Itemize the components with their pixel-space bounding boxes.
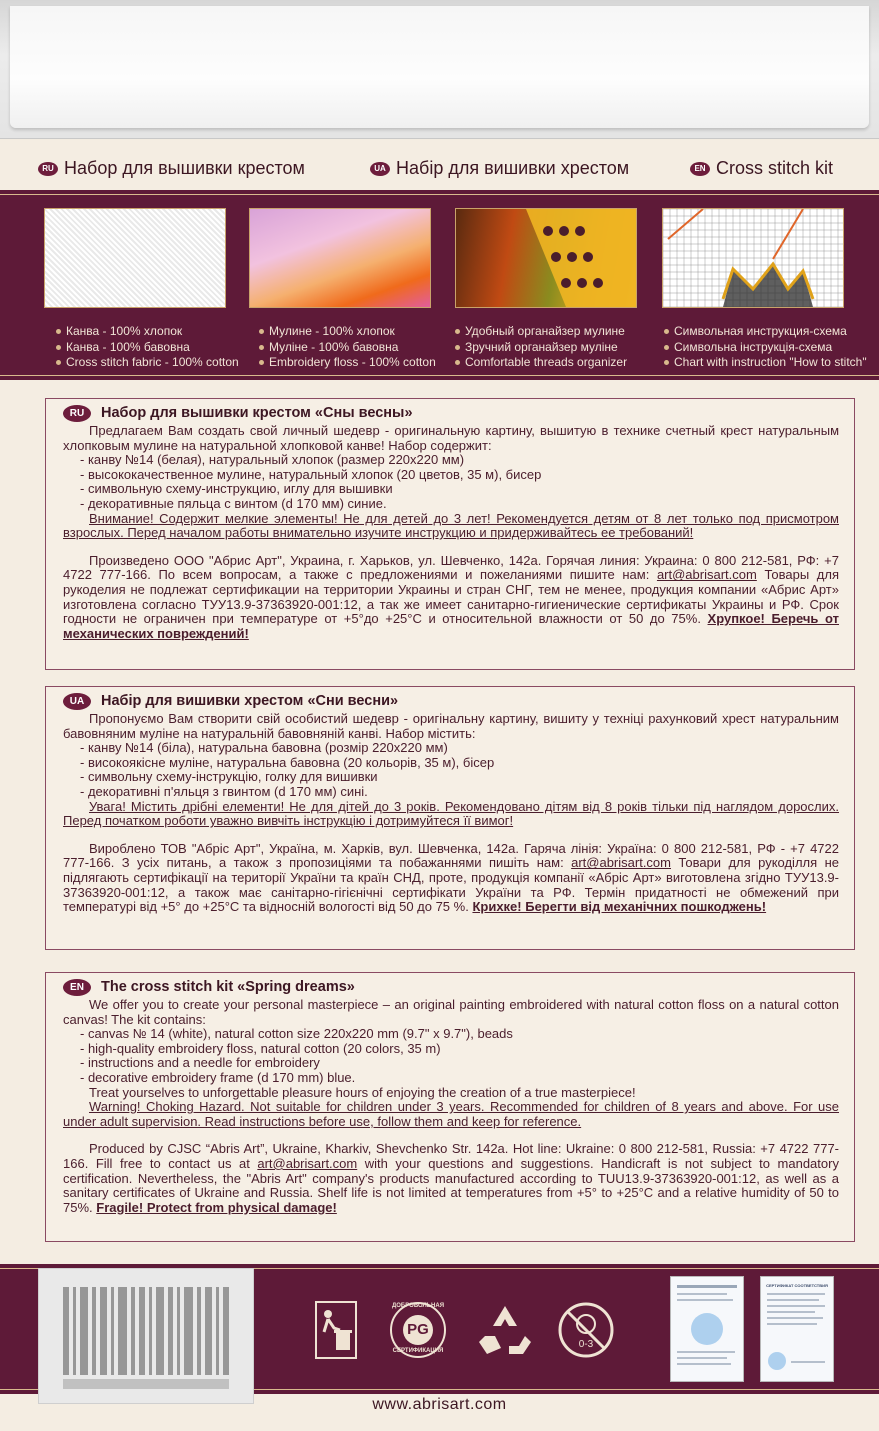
panel-ru-header: [63, 405, 839, 422]
certificate-ukraine-image: [670, 1276, 744, 1382]
pg-seal-top-text: ДОБРОВОЛЬНАЯ: [391, 1303, 445, 1309]
title-ua-text: Набір для вишивки хрестом: [396, 158, 630, 178]
ru-item: - символьную схему-инструкцию, иглу для вышивки: [80, 481, 393, 497]
kit-titles: [0, 154, 879, 188]
feature-floss: [259, 324, 436, 371]
en-item: - decorative embroidery frame (d 170 mm) blue.: [80, 1069, 356, 1085]
certificate-russia-title: СЕРТИФИКАТ СООТВЕТСТВИЯ: [766, 1283, 828, 1288]
age-label: 0-3: [578, 1339, 594, 1350]
website-url[interactable]: www.abrisart.com: [372, 1396, 507, 1413]
en-producer-text-2: with your questions and suggestions. Handicraft is not subject to mandatory certification. Nevertheless, the "Abris Art" company's products manufactured according to TUU13.9-37363920-001:12, as well as a sanitary certificates of Ukraine and Russia. Shelf life is not limited at temperatures from +5° to +25°C and a relative humidity of 50 to 75%.: [63, 1155, 839, 1215]
feature-canvas-en: Cross stitch fabric - 100% cotton: [66, 355, 239, 369]
pg-seal-logo-text: PG: [407, 1321, 429, 1338]
feature-band: [0, 190, 879, 380]
title-ru: [38, 158, 305, 179]
panel-ru: [45, 398, 855, 670]
feature-floss-ua: Муліне - 100% бавовна: [269, 339, 399, 354]
ua-producer-text: Вироблено ТОВ "Абріс Арт", Україна, м. Харків, вул. Шевченка, 142а. Гаряча лінія: Україна: 0 800 212-581, РФ - +7 4722 777-166. З усіх питань, а також з пропозиціями та побажаннями пишіть нам:: [63, 840, 839, 871]
hang-tab-window: [10, 6, 869, 128]
ua-fragile: Крихке! Берегти від механічних пошкоджень!: [472, 899, 767, 915]
en-treat: Treat yourselves to unforgettable pleasure hours of enjoying the creation of a true masterpiece!: [89, 1084, 636, 1100]
pg-seal-bottom-text: СЕРТИФИКАЦИЯ: [392, 1348, 444, 1354]
panel-en-header: [63, 979, 839, 996]
ru-warning: Внимание! Содержит мелкие элементы! Не для детей до 3 лет! Рекомендуется детям от 8 лет только под присмотром взрослых. Перед началом работы внимательно изучите инструкцию и придерживайтесь ее требований!: [63, 510, 839, 541]
panel-ua-header: [63, 693, 839, 710]
ru-item: - декоративные пяльца с винтом (d 170 мм) синие.: [80, 495, 387, 511]
ru-fragile: Хрупкое! Беречь от механических повреждений!: [63, 611, 839, 641]
lang-badge-ru: RU: [38, 162, 58, 176]
certificate-russia-image: [760, 1276, 834, 1382]
ua-producer: [63, 842, 839, 915]
barcode: [38, 1268, 254, 1404]
ua-item: - канву №14 (біла), натуральна бавовна (розмір 220х220 мм): [80, 740, 448, 756]
ua-producer-text-2: Товари для рукоділля не підлягають сертифікації на території України та країн СНД, проте, продукція компанії «Абріс Арт» виготовлена згідно ТУУ13.9-37363920-001:12, а також має санітарно-гігієнічні сертифікати України та РФ. Термін придатності не обмежений при температурі від +5° до +25°С та відносній вологості від 50 до 75 %.: [63, 855, 839, 915]
title-en: [690, 158, 833, 179]
panel-ua-title: Набір для вишивки хрестом «Сни весни»: [101, 693, 399, 710]
ua-item: - декоративні п'яльця з гвинтом (d 170 мм) сині.: [80, 783, 368, 799]
feature-chart-ru: Символьная инструкция-схема: [674, 324, 847, 338]
canvas-photo: [44, 208, 226, 308]
ru-producer: [63, 554, 839, 642]
feature-organizer-ru: Удобный органайзер мулине: [465, 324, 625, 338]
age-warning-icon: [556, 1300, 616, 1360]
feature-chart: [664, 324, 867, 371]
feature-floss-ru: Мулине - 100% хлопок: [269, 324, 395, 338]
en-producer: [63, 1142, 839, 1215]
floss-photo: [249, 208, 431, 308]
feature-organizer: [455, 324, 627, 371]
en-producer-text: Produced by CJSC “Abris Art”, Ukraine, Kharkiv, Shevchenko Str. 142a. Hot line: Ukraine: 0 800 212-581, Russia: +7 4722 777-166. Fill free to contact us at: [63, 1141, 839, 1171]
ua-item: - високоякісне муліне, натуральна бавовна (20 кольорів, 35 м), бісер: [80, 754, 495, 770]
en-email-link[interactable]: art@abrisart.com: [257, 1155, 358, 1171]
lang-badge-ua-panel: UA: [63, 693, 91, 710]
panel-ru-content: [63, 405, 839, 641]
title-ru-text: Набор для вышивки крестом: [64, 158, 305, 178]
ru-email-link[interactable]: art@abrisart.com: [656, 567, 757, 583]
feature-chart-ua: Символьна інструкція-схема: [674, 339, 833, 354]
panel-en: [45, 972, 855, 1242]
lang-badge-ru-panel: RU: [63, 405, 91, 422]
panel-en-title: The cross stitch kit «Spring dreams»: [101, 979, 355, 996]
panel-ru-title: Набор для вышивки крестом «Сны весны»: [101, 405, 413, 422]
age-warning-graphic: [556, 1300, 616, 1360]
recycle-icon: [475, 1300, 535, 1360]
panel-ua-content: [63, 693, 839, 915]
lang-badge-en: EN: [690, 162, 710, 176]
feature-canvas: [56, 324, 239, 371]
ru-item: - высококачественное мулине, натуральный хлопок (20 цветов, 35 м), бисер: [80, 466, 542, 482]
band-line-bottom: [0, 375, 879, 376]
panel-ua: [45, 686, 855, 950]
en-fragile: Fragile! Protect from physical damage!: [96, 1199, 337, 1215]
pg-certification-icon: [388, 1300, 448, 1360]
feature-chart-en: Chart with instruction "How to stitch": [674, 355, 867, 369]
feature-organizer-en: Comfortable threads organizer: [465, 355, 628, 369]
en-item: - instructions and a needle for embroidery: [80, 1055, 320, 1071]
litter-bin-graphic: [312, 1300, 360, 1360]
ua-warning: Увага! Містить дрібні елементи! Не для дітей до 3 років. Рекомендовано дітям від 8 років тільки під наглядом дорослих. Перед початком роботи уважно вивчіть інструкцію і дотримуйтеся її вимог!: [63, 798, 839, 829]
ua-email-link[interactable]: art@abrisart.com: [571, 855, 671, 871]
title-ua: [370, 158, 629, 179]
band-line-top: [0, 194, 879, 195]
chart-grid-graphic: [663, 209, 843, 307]
feature-canvas-ua: Канва - 100% бавовна: [66, 339, 190, 354]
ru-producer-text: Произведено ООО "Абрис Арт", Украина, г. Харьков, ул. Шевченко, 142а. Горячая линия: Украина: 0 800 212-581, РФ: +7 4722 777-166. По всем вопросам, а также с предложениями и пожеланиями пишите нам:: [63, 552, 839, 583]
panel-en-content: [63, 979, 839, 1215]
ua-intro: Пропонуємо Вам створити свій особистий шедевр - оригінальну картину, вишиту у техніці рахунковий хрест натуральним бавовняним муліне на натуральній бавовняній канві. Набор містить:: [63, 711, 839, 741]
lang-badge-en-panel: EN: [63, 979, 91, 996]
en-item: - high-quality embroidery floss, natural cotton (20 colors, 35 m): [80, 1040, 441, 1056]
organizer-card-graphic: [456, 209, 636, 307]
ru-item: - канву №14 (белая), натуральный хлопок (размер 220х220 мм): [80, 452, 465, 468]
recycle-graphic: [475, 1300, 535, 1360]
certificate-ukraine-graphic: [671, 1277, 743, 1381]
title-en-text: Cross stitch kit: [716, 158, 834, 178]
feature-floss-en: Embroidery floss - 100% cotton: [269, 355, 436, 369]
litter-bin-icon: [312, 1300, 360, 1360]
ru-intro: Предлагаем Вам создать свой личный шедевр - оригинальную картину, вышитую в технике счетный крест натуральным хлопковым мулине на натуральной хлопковой канве! Набор содержит:: [63, 423, 839, 453]
feature-canvas-ru: Канва - 100% хлопок: [66, 324, 183, 338]
certificate-russia-graphic: [761, 1277, 833, 1381]
hang-tab: [0, 0, 879, 139]
en-intro: We offer you to create your personal masterpiece – an original painting embroidered with natural cotton floss on a natural cotton canvas! The kit contains:: [63, 997, 839, 1027]
ua-item: - символьну схему-інструкцію, голку для вишивки: [80, 769, 378, 785]
chart-photo: [662, 208, 844, 308]
feature-organizer-ua: Зручний органайзер муліне: [465, 339, 618, 354]
en-warning: Warning! Choking Hazard. Not suitable for children under 3 years. Recommended for children of 8 years and above. For use under adult supervision. Read instructions before use, follow them and keep for reference.: [63, 1099, 839, 1129]
en-item: - canvas № 14 (white), natural cotton size 220x220 mm (9.7" x 9.7"), beads: [80, 1026, 513, 1042]
lang-badge-ua: UA: [370, 162, 390, 176]
organizer-photo: [455, 208, 637, 308]
barcode-graphic: [39, 1269, 253, 1403]
ru-producer-text-2: Товары для рукоделия не подлежат сертификации на территории Украины и стран СНГ, тем не менее, продукция компании «Абрис Арт» изготовлена согласно ТУУ13.9-37363920-001:12, а так же имеет санитарно-гигиенические сертификаты Украины и РФ. Срок годности не ограничен при температуре от +5°до +25°С и относительной влажности от 50 до 75%.: [63, 567, 839, 627]
